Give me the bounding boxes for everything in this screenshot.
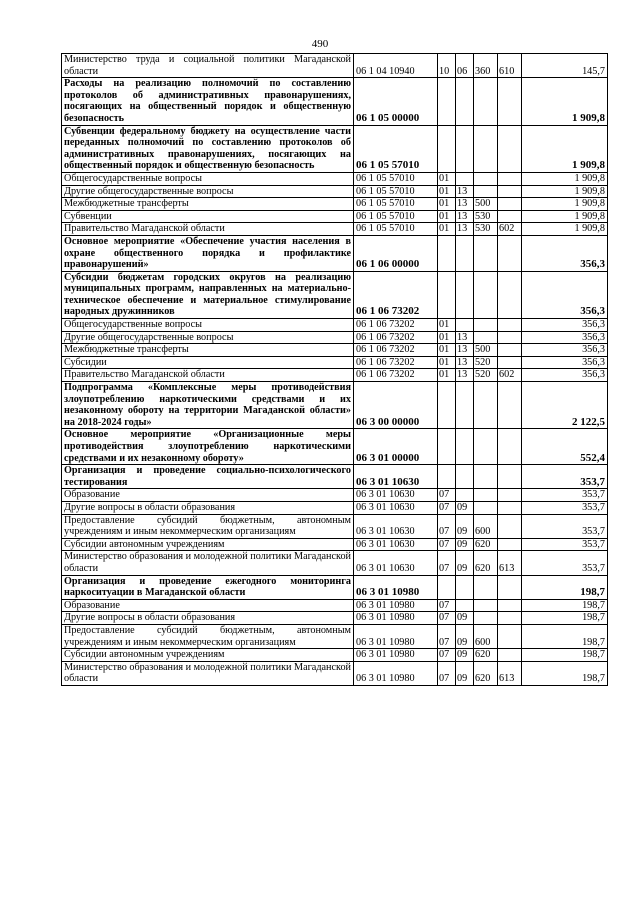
expense-type-code: 360 <box>474 54 498 78</box>
row-name: Субвенции федеральному бюджету на осуществление части переданных полномочий по составлению протоколов об административных правонарушениях, посягающих на общественный порядок и общественную безопасность <box>62 125 354 172</box>
csr-code: 06 3 01 10980 <box>354 612 438 625</box>
csr-code: 06 3 01 10980 <box>354 649 438 662</box>
table-row <box>62 331 608 344</box>
row-name: Субсидии бюджетам городских округов на реализацию муниципальных программ, направленных на материально-техническое обеспечение и материальное стимулирование народных дружинников <box>62 271 354 318</box>
csr-code: 06 1 06 73202 <box>354 369 438 382</box>
row-name: Подпрограмма «Комплексные меры противодействия злоупотреблению наркотическими средствами и их незаконному обороту на территории Магаданской области» на 2018-2024 годы» <box>62 382 354 429</box>
table-row <box>62 344 608 357</box>
table-row <box>62 489 608 502</box>
csr-code: 06 3 01 10980 <box>354 575 438 599</box>
expense-type-code: 620 <box>474 649 498 662</box>
section-code: 07 <box>438 551 456 575</box>
expense-type-code: 620 <box>474 538 498 551</box>
table-row <box>62 319 608 332</box>
subsection-code: 13 <box>456 185 474 198</box>
administrator-code <box>498 331 522 344</box>
csr-code: 06 1 05 57010 <box>354 185 438 198</box>
section-code: 07 <box>438 489 456 502</box>
row-name: Предоставление субсидий бюджетным, автономным учреждениям и иным некоммерческим организациям <box>62 514 354 538</box>
row-name: Министерство труда и социальной политики Магаданской области <box>62 54 354 78</box>
subsection-code: 13 <box>456 356 474 369</box>
csr-code: 06 1 06 73202 <box>354 356 438 369</box>
administrator-code <box>498 575 522 599</box>
csr-code: 06 3 01 10980 <box>354 661 438 685</box>
amount: 356,3 <box>522 344 608 357</box>
amount: 353,7 <box>522 489 608 502</box>
table-row <box>62 501 608 514</box>
subsection-code: 09 <box>456 649 474 662</box>
administrator-code: 613 <box>498 661 522 685</box>
csr-code: 06 1 05 57010 <box>354 125 438 172</box>
table-row <box>62 198 608 211</box>
table-row <box>62 649 608 662</box>
row-name: Другие общегосударственные вопросы <box>62 331 354 344</box>
table-row <box>62 125 608 172</box>
expense-type-code: 600 <box>474 514 498 538</box>
amount: 198,7 <box>522 612 608 625</box>
table-row <box>62 575 608 599</box>
amount: 198,7 <box>522 575 608 599</box>
administrator-code: 613 <box>498 551 522 575</box>
expense-type-code <box>474 185 498 198</box>
subsection-code <box>456 271 474 318</box>
section-code: 07 <box>438 501 456 514</box>
row-name: Организация и проведение ежегодного мониторинга наркоситуации в Магаданской области <box>62 575 354 599</box>
table-row <box>62 538 608 551</box>
table-row <box>62 514 608 538</box>
expense-type-code <box>474 78 498 125</box>
csr-code: 06 1 06 73202 <box>354 319 438 332</box>
expense-type-code <box>474 599 498 612</box>
table-row <box>62 612 608 625</box>
amount: 198,7 <box>522 661 608 685</box>
table-row <box>62 356 608 369</box>
expense-type-code: 530 <box>474 223 498 236</box>
expense-type-code <box>474 172 498 185</box>
section-code <box>438 271 456 318</box>
amount: 1 909,8 <box>522 210 608 223</box>
row-name: Другие общегосударственные вопросы <box>62 185 354 198</box>
subsection-code: 09 <box>456 661 474 685</box>
section-code <box>438 235 456 271</box>
administrator-code <box>498 356 522 369</box>
row-name: Субсидии автономным учреждениям <box>62 649 354 662</box>
administrator-code <box>498 429 522 465</box>
expense-type-code <box>474 319 498 332</box>
section-code: 07 <box>438 624 456 648</box>
table-row <box>62 465 608 489</box>
subsection-code: 13 <box>456 331 474 344</box>
administrator-code <box>498 172 522 185</box>
row-name: Общегосударственные вопросы <box>62 319 354 332</box>
row-name: Основное мероприятие «Обеспечение участия населения в охране общественного порядка и профилактике правонарушений» <box>62 235 354 271</box>
administrator-code <box>498 271 522 318</box>
expense-type-code <box>474 465 498 489</box>
section-code: 01 <box>438 356 456 369</box>
row-name: Организация и проведение социально-психологического тестирования <box>62 465 354 489</box>
table-row <box>62 185 608 198</box>
csr-code: 06 1 05 57010 <box>354 198 438 211</box>
section-code: 07 <box>438 599 456 612</box>
table-row <box>62 172 608 185</box>
subsection-code <box>456 465 474 489</box>
section-code: 01 <box>438 223 456 236</box>
section-code: 07 <box>438 661 456 685</box>
amount: 198,7 <box>522 599 608 612</box>
subsection-code: 09 <box>456 514 474 538</box>
csr-code: 06 1 05 57010 <box>354 210 438 223</box>
expense-type-code <box>474 331 498 344</box>
table-row <box>62 271 608 318</box>
amount: 198,7 <box>522 649 608 662</box>
table-row <box>62 429 608 465</box>
row-name: Межбюджетные трансферты <box>62 344 354 357</box>
administrator-code <box>498 319 522 332</box>
section-code: 01 <box>438 344 456 357</box>
amount: 198,7 <box>522 624 608 648</box>
expense-type-code: 500 <box>474 198 498 211</box>
section-code: 07 <box>438 649 456 662</box>
table-row <box>62 624 608 648</box>
administrator-code <box>498 501 522 514</box>
csr-code: 06 3 01 10630 <box>354 465 438 489</box>
subsection-code: 13 <box>456 223 474 236</box>
section-code: 07 <box>438 538 456 551</box>
amount: 356,3 <box>522 356 608 369</box>
administrator-code <box>498 599 522 612</box>
administrator-code: 602 <box>498 223 522 236</box>
subsection-code <box>456 599 474 612</box>
row-name: Правительство Магаданской области <box>62 223 354 236</box>
administrator-code <box>498 210 522 223</box>
subsection-code: 09 <box>456 612 474 625</box>
subsection-code: 13 <box>456 369 474 382</box>
expense-type-code <box>474 271 498 318</box>
administrator-code <box>498 649 522 662</box>
subsection-code <box>456 575 474 599</box>
amount: 1 909,8 <box>522 125 608 172</box>
row-name: Правительство Магаданской области <box>62 369 354 382</box>
csr-code: 06 3 01 10980 <box>354 599 438 612</box>
expense-type-code <box>474 235 498 271</box>
expense-type-code <box>474 489 498 502</box>
subsection-code: 06 <box>456 54 474 78</box>
csr-code: 06 1 06 00000 <box>354 235 438 271</box>
subsection-code: 09 <box>456 538 474 551</box>
row-name: Субсидии <box>62 356 354 369</box>
subsection-code <box>456 382 474 429</box>
subsection-code <box>456 78 474 125</box>
amount: 353,7 <box>522 538 608 551</box>
table-row <box>62 235 608 271</box>
row-name: Министерство образования и молодежной политики Магаданской области <box>62 661 354 685</box>
subsection-code: 09 <box>456 551 474 575</box>
row-name: Межбюджетные трансферты <box>62 198 354 211</box>
csr-code: 06 1 06 73202 <box>354 271 438 318</box>
amount: 356,3 <box>522 369 608 382</box>
expense-type-code: 530 <box>474 210 498 223</box>
csr-code: 06 3 01 10630 <box>354 514 438 538</box>
administrator-code <box>498 538 522 551</box>
section-code: 01 <box>438 319 456 332</box>
section-code: 07 <box>438 612 456 625</box>
csr-code: 06 3 01 10630 <box>354 501 438 514</box>
section-code <box>438 429 456 465</box>
subsection-code: 09 <box>456 501 474 514</box>
subsection-code <box>456 125 474 172</box>
administrator-code <box>498 624 522 648</box>
section-code <box>438 382 456 429</box>
section-code: 01 <box>438 369 456 382</box>
section-code <box>438 125 456 172</box>
csr-code: 06 1 05 00000 <box>354 78 438 125</box>
administrator-code <box>498 185 522 198</box>
csr-code: 06 1 05 57010 <box>354 223 438 236</box>
expense-type-code: 500 <box>474 344 498 357</box>
administrator-code <box>498 125 522 172</box>
administrator-code: 610 <box>498 54 522 78</box>
csr-code: 06 3 01 10630 <box>354 551 438 575</box>
table-row <box>62 661 608 685</box>
amount: 1 909,8 <box>522 185 608 198</box>
subsection-code: 09 <box>456 624 474 648</box>
table-row <box>62 223 608 236</box>
subsection-code <box>456 429 474 465</box>
amount: 1 909,8 <box>522 172 608 185</box>
section-code <box>438 78 456 125</box>
amount: 1 909,8 <box>522 198 608 211</box>
section-code: 01 <box>438 172 456 185</box>
subsection-code: 13 <box>456 210 474 223</box>
amount: 353,7 <box>522 551 608 575</box>
section-code: 01 <box>438 185 456 198</box>
section-code: 01 <box>438 198 456 211</box>
amount: 145,7 <box>522 54 608 78</box>
row-name: Другие вопросы в области образования <box>62 501 354 514</box>
amount: 1 909,8 <box>522 78 608 125</box>
expense-type-code: 620 <box>474 661 498 685</box>
row-name: Другие вопросы в области образования <box>62 612 354 625</box>
table-row <box>62 599 608 612</box>
row-name: Образование <box>62 599 354 612</box>
csr-code: 06 1 06 73202 <box>354 331 438 344</box>
table-row <box>62 210 608 223</box>
row-name: Предоставление субсидий бюджетным, автономным учреждениям и иным некоммерческим организациям <box>62 624 354 648</box>
section-code <box>438 575 456 599</box>
budget-table-body <box>62 54 608 686</box>
csr-code: 06 3 01 00000 <box>354 429 438 465</box>
table-row <box>62 369 608 382</box>
expense-type-code <box>474 382 498 429</box>
subsection-code: 13 <box>456 344 474 357</box>
administrator-code <box>498 514 522 538</box>
budget-table <box>61 53 608 686</box>
amount: 356,3 <box>522 235 608 271</box>
csr-code: 06 1 04 10940 <box>354 54 438 78</box>
row-name: Субсидии автономным учреждениям <box>62 538 354 551</box>
table-row <box>62 382 608 429</box>
subsection-code <box>456 235 474 271</box>
section-code <box>438 465 456 489</box>
subsection-code <box>456 319 474 332</box>
subsection-code <box>456 172 474 185</box>
administrator-code <box>498 78 522 125</box>
page-number: 490 <box>311 38 329 50</box>
expense-type-code: 620 <box>474 551 498 575</box>
expense-type-code <box>474 575 498 599</box>
administrator-code <box>498 344 522 357</box>
administrator-code <box>498 198 522 211</box>
row-name: Министерство образования и молодежной политики Магаданской области <box>62 551 354 575</box>
amount: 353,7 <box>522 514 608 538</box>
section-code: 01 <box>438 331 456 344</box>
administrator-code <box>498 489 522 502</box>
amount: 1 909,8 <box>522 223 608 236</box>
amount: 552,4 <box>522 429 608 465</box>
amount: 353,7 <box>522 501 608 514</box>
expense-type-code <box>474 612 498 625</box>
table-row <box>62 54 608 78</box>
csr-code: 06 1 06 73202 <box>354 344 438 357</box>
row-name: Основное мероприятие «Организационные меры противодействия злоупотреблению наркотическими средствами и их незаконному обороту» <box>62 429 354 465</box>
table-row <box>62 78 608 125</box>
amount: 353,7 <box>522 465 608 489</box>
administrator-code <box>498 235 522 271</box>
amount: 356,3 <box>522 331 608 344</box>
amount: 356,3 <box>522 271 608 318</box>
expense-type-code <box>474 429 498 465</box>
expense-type-code <box>474 125 498 172</box>
row-name: Образование <box>62 489 354 502</box>
administrator-code: 602 <box>498 369 522 382</box>
csr-code: 06 3 00 00000 <box>354 382 438 429</box>
expense-type-code: 520 <box>474 356 498 369</box>
amount: 356,3 <box>522 319 608 332</box>
amount: 2 122,5 <box>522 382 608 429</box>
subsection-code: 13 <box>456 198 474 211</box>
expense-type-code: 600 <box>474 624 498 648</box>
expense-type-code <box>474 501 498 514</box>
administrator-code <box>498 612 522 625</box>
row-name: Расходы на реализацию полномочий по составлению протоколов об административных правонарушениях, посягающих на общественный порядок и общественную безопасность <box>62 78 354 125</box>
csr-code: 06 1 05 57010 <box>354 172 438 185</box>
csr-code: 06 3 01 10980 <box>354 624 438 648</box>
section-code: 01 <box>438 210 456 223</box>
table-row <box>62 551 608 575</box>
administrator-code <box>498 382 522 429</box>
csr-code: 06 3 01 10630 <box>354 489 438 502</box>
section-code: 07 <box>438 514 456 538</box>
csr-code: 06 3 01 10630 <box>354 538 438 551</box>
row-name: Общегосударственные вопросы <box>62 172 354 185</box>
administrator-code <box>498 465 522 489</box>
section-code: 10 <box>438 54 456 78</box>
subsection-code <box>456 489 474 502</box>
row-name: Субвенции <box>62 210 354 223</box>
expense-type-code: 520 <box>474 369 498 382</box>
